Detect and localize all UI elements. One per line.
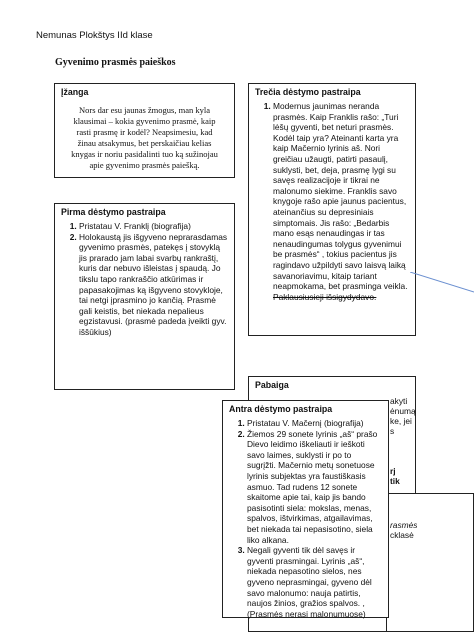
first-body-list: [61, 221, 228, 338]
first-body-title: Pirma dėstymo pastraipa: [61, 207, 166, 217]
third-body-last-line: Paklausiusieji išsigydydavo.: [273, 291, 377, 302]
third-body-box: [248, 83, 416, 336]
list-item: 1. Pristatau V. Mačernį (biografija): [247, 418, 382, 429]
intro-line: klausimai – kokia gyvenimo prasmė, kaip: [73, 116, 216, 126]
text-fragment: ke, jei: [390, 416, 412, 426]
ending-title: Pabaiga: [255, 380, 289, 390]
lower-box: [386, 493, 474, 632]
second-body-box: [222, 400, 389, 618]
text-fragment: akyti: [390, 396, 408, 406]
text-fragment: s: [390, 426, 395, 436]
third-body-text: Modernus jaunimas neranda prasmės. Kaip Franklis rašo: „Turi lėšų gyventi, bet neturi prasmės. Kodėl taip yra? Ateinanti karta yra kaip Mačernio lyrinis aš. Nori greičiau užaugti, patirti pasaulį, suklysti, bet, deja, prasmę lygi su savęs realizacijoje ir tikrai ne malonumo siekime. Franklis savo knygoje rašo apie jaunus pacientus, ateinančius su depresiniais simptomais. Jis rašo: „Bedarbis mano esąs nenaudingas ir tas nenaudingumas tolygus gyvenimui be prasmės“ , tokius pacientus jis ragindavo užpildyti savo laisvą laiką savanoriavimu, kitaip tariant neapmokama, bet prasminga veikla.: [273, 101, 408, 292]
document-title: Gyvenimo prasmės paieškos: [55, 57, 176, 68]
first-body-box: [54, 203, 235, 390]
intro-line: rasti prasmę ir kodėl? Neapsimesiu, kad: [76, 127, 213, 137]
list-item: 2. Holokaustą jis išgyveno neprarasdamas gyvenimo prasmės, patekęs į stovyklą jis prarado jam labai svarbų rankraštį, kuris dar nebuvo išleistas į spaudą. Jo tikslu tapo rankraščio atkūrimas ir papasakojimas ką išgyveno stovykloje, tai netgi įprasmino jo kančią. Prasmė gali keistis, bet niekada nepalieus egzistavusi. (prasmė padeda įveikti gyv. iššūkius): [79, 232, 228, 338]
text-fragment: tik: [390, 476, 400, 486]
document-header: Nemunas Plokštys IId klase: [36, 30, 153, 41]
intro-text: [61, 105, 228, 171]
text-fragment: rj: [390, 466, 396, 476]
second-body-list: [229, 418, 382, 619]
text-fragment: rasmės: [390, 520, 418, 530]
intro-line: knygas ir noriu pasidalinti tuo ką sužinojau: [71, 149, 218, 159]
text-fragment: ėnumą: [390, 406, 416, 416]
list-item: 3. Negali gyventi tik dėl savęs ir gyventi prasmingai. Lyrinis „aš“, niekada nepasotino sielos, nes gyveno neprasmingai, gyveno dėl savo malonumo: nauja patirtis, naujos žinios, gražios spalvos. , (Prasmės nerasi malonumuose): [247, 545, 382, 619]
list-item: 2. Žiemos 29 sonete lyrinis „aš“ prašo Dievo leidimo iškeliauti ir ieškoti savo laimes, suklysti ir po to sugrįžti. Mačernio metų sonetuose lyrinis subjektas yra faustiškasis asmuo. Tad rudens 12 sonete skaitome apie tai, kaip jis bando pasisotinti siela: mokslas, menas, spalvos, ištvirkimas, atgailavimas, bet niekada tai nepasisotino, siela liko alkana.: [247, 429, 382, 546]
intro-line: Nors dar esu jaunas žmogus, man kyla: [78, 105, 210, 115]
second-body-title: Antra dėstymo pastraipa: [229, 404, 333, 414]
stray-line: [410, 272, 474, 294]
text-fragment: cklasė: [390, 530, 414, 540]
third-body-title: Trečia dėstymo pastraipa: [255, 87, 361, 97]
intro-line: apie gyvenimo prasmės paiešką.: [89, 160, 200, 170]
list-item: [273, 101, 409, 302]
intro-title: Įžanga: [61, 87, 89, 97]
third-body-list: [255, 101, 409, 302]
list-item: 1. Pristatau V. Franklį (biografija): [79, 221, 228, 232]
intro-box: [54, 83, 235, 178]
intro-line: žinau atsakymus, bet perskaičiau kelias: [77, 138, 212, 148]
